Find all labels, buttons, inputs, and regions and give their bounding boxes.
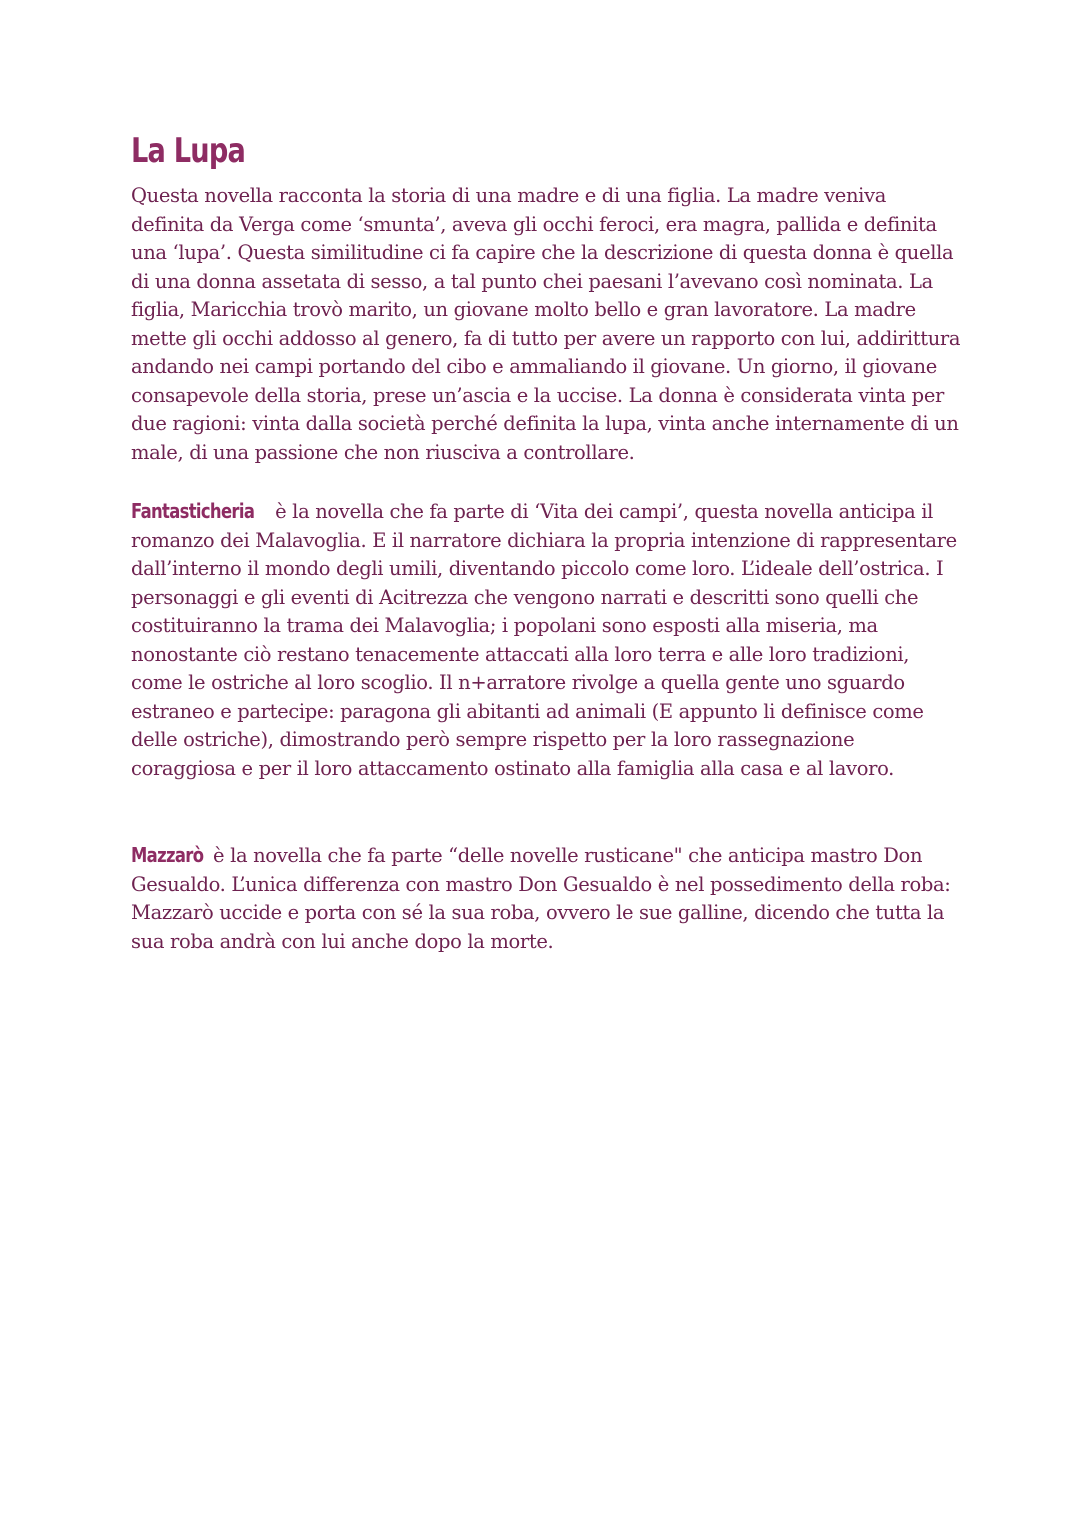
- paragraph-text: è la novella che fa parte di ‘Vita dei campi’, questa novella anticipa il romanzo dei Malavoglia. E il narratore dichiara la propria intenzione di rappresentare dall’interno il mondo degli umili, diventando piccolo come loro. L’ideale dell’ostrica. I personaggi e gli eventi di Acitrezza che vengono narrati e descritti sono quelli che costituiranno la trama dei Malavoglia; i popolani sono esposti alla miseria, ma nonostante ciò restano tenacemente attaccati alla loro terra e alle loro tradizioni, come le ostriche al loro scoglio. Il n+arratore rivolge a quella gente uno sguardo estraneo e partecipe: paragona gli abitanti ad animali (E appunto li definisce come delle ostriche), dimostrando però sempre rispetto per la loro rassegnazione coraggiosa e per il loro attaccamento ostinato alla famiglia alla casa e al lavoro.: [131, 500, 957, 780]
- paragraph-lead-term: Mazzarò: [131, 843, 204, 867]
- paragraph-fantasticheria: [131, 497, 961, 783]
- document-body: [131, 128, 961, 956]
- page-title: La Lupa: [131, 131, 246, 171]
- paragraph-la-lupa: [131, 182, 961, 467]
- paragraph-text: Questa novella racconta la storia di una madre e di una figlia. La madre veniva definita da Verga come ‘smunta’, aveva gli occhi feroci, era magra, pallida e definita una ‘lupa’. Questa similitudine ci fa capire che la descrizione di questa donna è quella di una donna assetata di sesso, a tal punto chei paesani l’avevano così nominata. La figlia, Maricchia trovò marito, un giovane molto bello e gran lavoratore. La madre mette gli occhi addosso al genero, fa di tutto per avere un rapporto con lui, addirittura andando nei campi portando del cibo e ammaliando il giovane. Un giorno, il giovane consapevole della storia, prese un’ascia e la uccise. La donna è considerata vinta per due ragioni: vinta dalla società perché definita la lupa, vinta anche internamente di un male, di una passione che non riusciva a controllare.: [131, 184, 961, 464]
- paragraph-text: è la novella che fa parte “delle novelle rusticane" che anticipa mastro Don Gesualdo. L’unica differenza con mastro Don Gesualdo è nel possedimento della roba: Mazzarò uccide e porta con sé la sua roba, ovvero le sue galline, dicendo che tutta la sua roba andrà con lui anche dopo la morte.: [131, 844, 951, 953]
- paragraph-lead-term: Fantasticheria: [131, 499, 255, 523]
- paragraph-mazzaro: [131, 841, 961, 956]
